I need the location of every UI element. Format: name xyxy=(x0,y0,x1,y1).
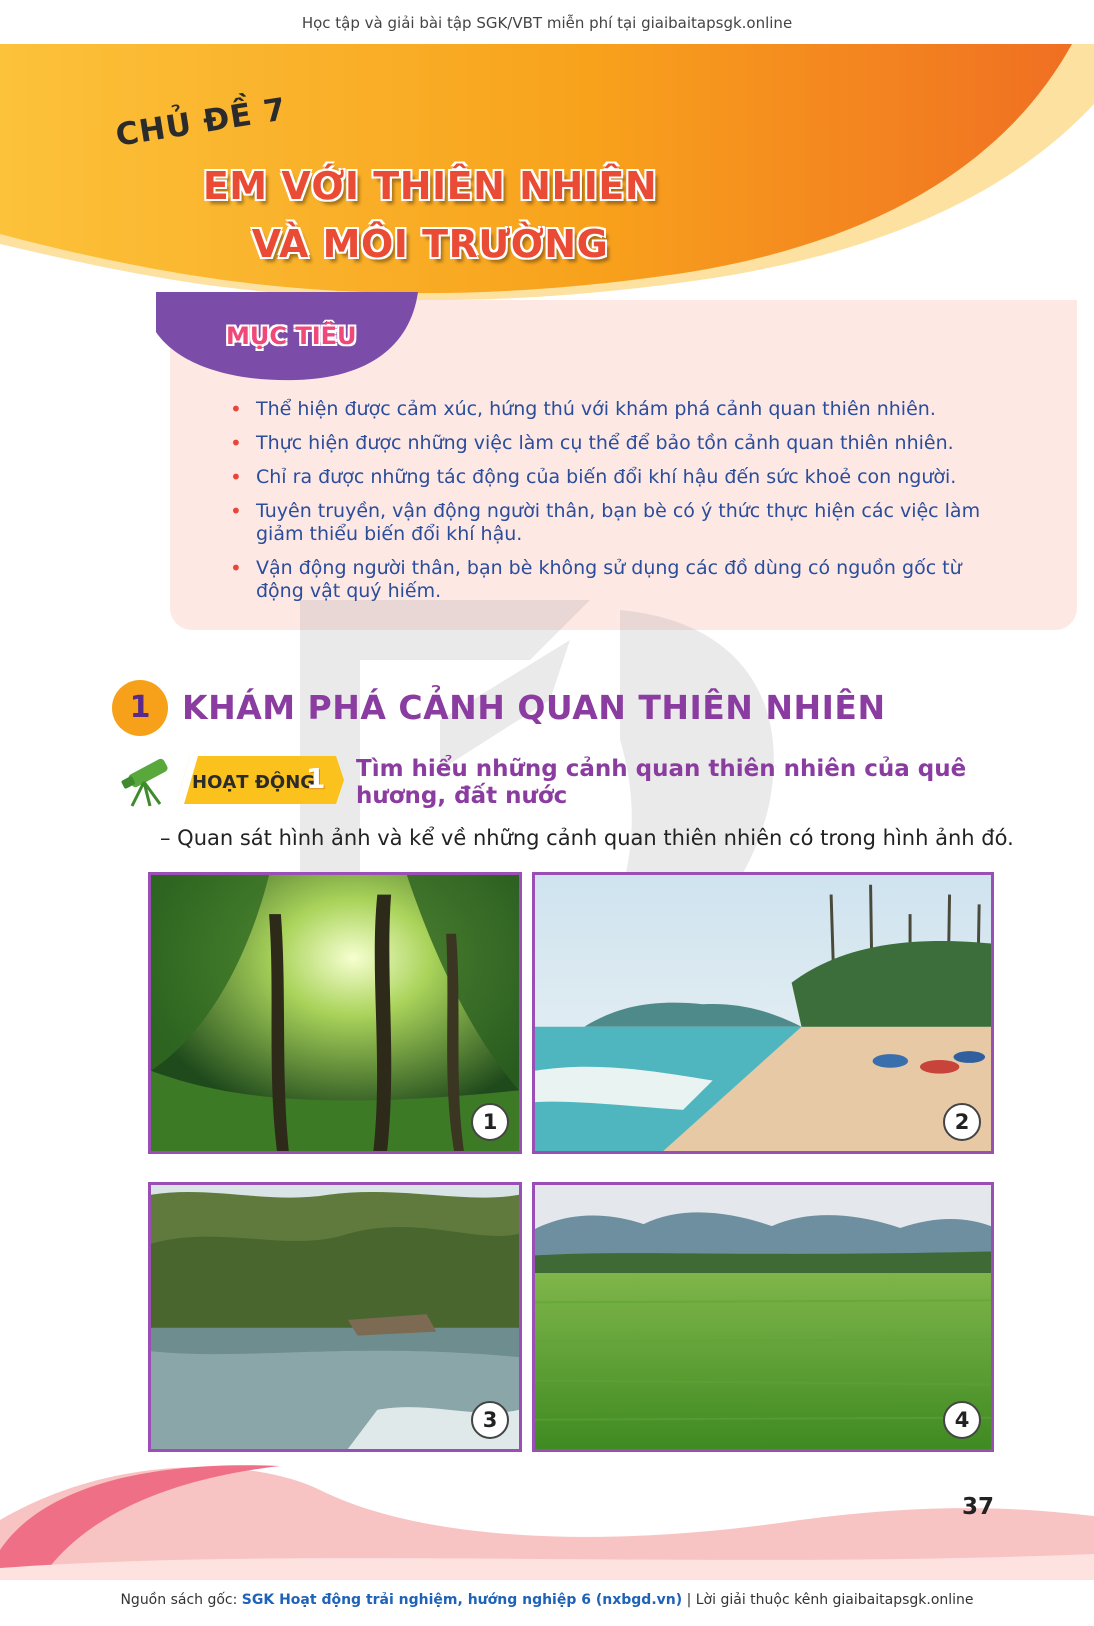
goal-text: Chỉ ra được những tác động của biến đổi khí hậu đến sức khoẻ con người. xyxy=(256,466,957,488)
theme-title-line1: EM VỚI THIÊN NHIÊN xyxy=(202,164,658,208)
goal-item: • Thể hiện được cảm xúc, hứng thú với khám phá cảnh quan thiên nhiên. xyxy=(230,397,936,421)
ricefield-image xyxy=(535,1185,991,1449)
activity-label: HOẠT ĐỘNG xyxy=(192,772,316,793)
goal-text: Thực hiện được những việc làm cụ thể để bảo tồn cảnh quan thiên nhiên. xyxy=(256,432,954,454)
source-note xyxy=(0,1592,1094,1608)
goal-item: • Vận động người thân, bạn bè không sử dụng các đồ dùng có nguồn gốc từ động vật quý hiếm. xyxy=(230,556,962,602)
photo-number-badge: 4 xyxy=(943,1401,981,1439)
telescope-icon xyxy=(114,752,176,808)
source-prefix: Nguồn sách gốc: xyxy=(120,1592,242,1608)
photo-number-badge: 3 xyxy=(471,1401,509,1439)
goal-text: Thể hiện được cảm xúc, hứng thú với khám phá cảnh quan thiên nhiên. xyxy=(256,398,936,420)
activity-number: 1 xyxy=(306,762,326,795)
forest-image xyxy=(151,875,519,1151)
bottom-decoration xyxy=(0,1450,1094,1580)
page-number: 37 xyxy=(962,1494,995,1520)
theme-title-line2: VÀ MÔI TRƯỜNG xyxy=(251,222,609,266)
photo-river xyxy=(148,1182,522,1452)
source-book-link[interactable]: SGK Hoạt động trải nghiệm, hướng nghiệp 6 (nxbgd.vn) xyxy=(241,1592,683,1608)
goal-item: • Thực hiện được những việc làm cụ thể để bảo tồn cảnh quan thiên nhiên. xyxy=(230,431,954,455)
goal-item: • Tuyên truyền, vận động người thân, bạn bè có ý thức thực hiện các việc làm giảm thiểu biến đổi khí hậu. xyxy=(230,499,981,545)
river-image xyxy=(151,1185,519,1449)
activity-instruction: – Quan sát hình ảnh và kể về những cảnh quan thiên nhiên có trong hình ảnh đó. xyxy=(160,826,1014,850)
section-title: KHÁM PHÁ CẢNH QUAN THIÊN NHIÊN xyxy=(182,688,886,727)
photo-forest xyxy=(148,872,522,1154)
goal-text: Tuyên truyền, vận động người thân, bạn bè có ý thức thực hiện các việc làm giảm thiểu biến đổi khí hậu. xyxy=(256,500,981,545)
photo-number-badge: 1 xyxy=(471,1103,509,1141)
photo-ricefield xyxy=(532,1182,994,1452)
goal-item: • Chỉ ra được những tác động của biến đổi khí hậu đến sức khoẻ con người. xyxy=(230,465,957,489)
photo-number-badge: 2 xyxy=(943,1103,981,1141)
photo-beach xyxy=(532,872,994,1154)
source-suffix: | Lời giải thuộc kênh giaibaitapsgk.online xyxy=(682,1592,974,1608)
activity-title: Tìm hiểu những cảnh quan thiên nhiên của quê hương, đất nước xyxy=(356,756,967,809)
goal-text: Vận động người thân, bạn bè không sử dụng các đồ dùng có nguồn gốc từ động vật quý hiếm. xyxy=(256,557,962,602)
section-number-badge: 1 xyxy=(112,680,168,736)
goals-list xyxy=(224,398,1004,614)
top-note: Học tập và giải bài tập SGK/VBT miễn phí tại giaibaitapsgk.online xyxy=(301,14,793,32)
goals-heading: MỤC TIÊU xyxy=(226,322,357,350)
theme-label: CHỦ ĐỀ 7 xyxy=(113,91,289,154)
beach-image xyxy=(535,875,991,1151)
